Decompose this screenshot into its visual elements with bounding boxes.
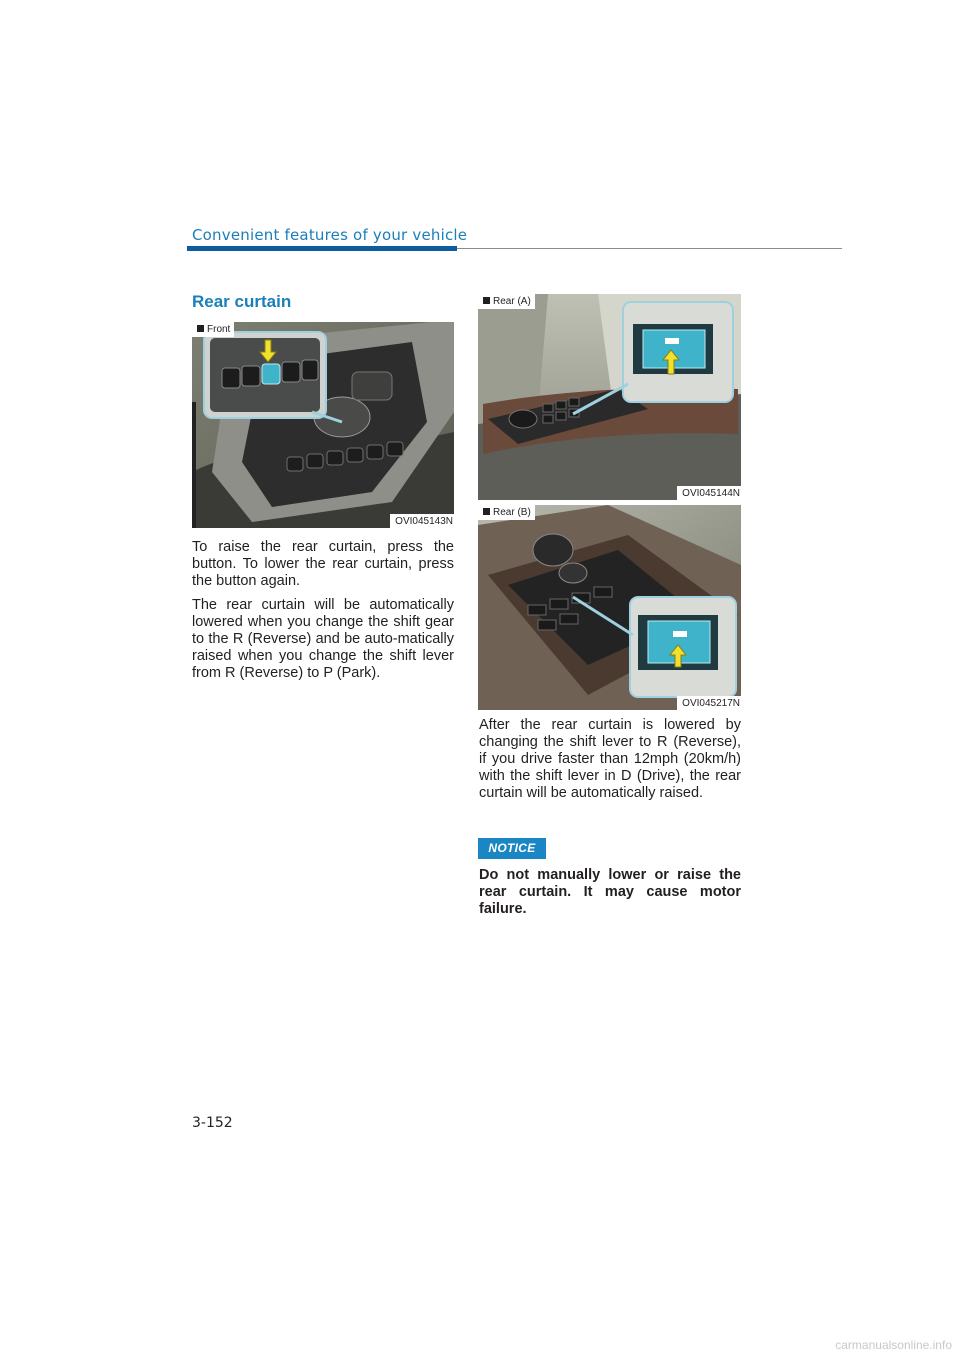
square-bullet-icon <box>197 325 204 332</box>
figure-code: OVI045217N <box>677 696 741 710</box>
square-bullet-icon <box>483 508 490 515</box>
figure-label: Front <box>192 322 234 337</box>
figure-rear-b <box>478 505 741 710</box>
notice-box <box>479 867 741 918</box>
chapter-bar <box>187 246 457 251</box>
watermark: carmanualsonline.info <box>835 1338 952 1352</box>
figure-label: Rear (B) <box>478 505 535 520</box>
paragraph: After the rear curtain is lowered by changing the shift lever to R (Reverse), if you drive faster than 12mph (20km/h) with the shift lever in D (Drive), the rear curtain will be automatically raised. <box>479 717 741 801</box>
figure-label: Rear (A) <box>478 294 535 309</box>
figure-code: OVI045143N <box>390 514 454 528</box>
paragraph: To raise the rear curtain, press the button. To lower the rear curtain, press the button again. <box>192 539 454 589</box>
notice-badge: NOTICE <box>478 838 546 859</box>
square-bullet-icon <box>483 297 490 304</box>
page-number: 3-152 <box>192 1115 233 1131</box>
figure-rear-a <box>478 294 741 500</box>
notice-text: Do not manually lower or raise the rear curtain. It may cause motor failure. <box>479 867 741 917</box>
chapter-rule <box>457 248 842 249</box>
right-column <box>479 717 741 802</box>
left-column <box>192 539 454 682</box>
paragraph: The rear curtain will be automatically lowered when you change the shift gear to the R (Reverse) and be auto-matically raised when you change the shift lever from R (Reverse) to P (Park). <box>192 597 454 681</box>
figure-front <box>192 322 454 528</box>
figure-code: OVI045144N <box>677 486 741 500</box>
chapter-title: Convenient features of your vehicle <box>192 226 468 244</box>
section-title: Rear curtain <box>192 292 292 311</box>
